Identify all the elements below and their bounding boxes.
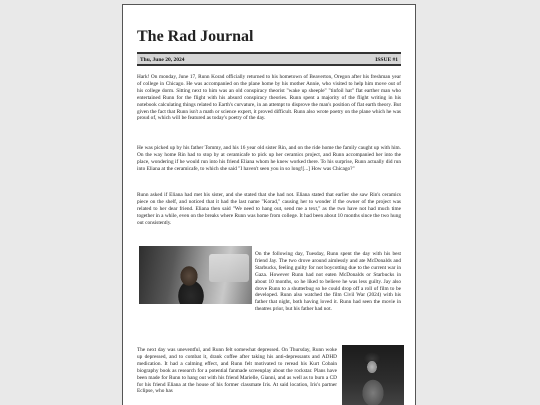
article-paragraph-5: The next day was uneventful, and Runn felt somewhat depressed. On Thursday, Runn woke up depressed, and to combat it, drank coffee after taking his anti-depressants and ADHD medication. It had a calming effect, and Runn felt motivated to reread his Kurt Cobain biography book as research for a potential fanmade screenplay about the rockstar. Plans have been made for Runn to hang out with his friend Marielle, Gianni, and as well as to burn a CD for his friend Eliana at the house of his former classmate Iris. At said location, Iris's partner Eclipse, who has — [137, 347, 337, 395]
issue-date: Thu, June 20, 2024 — [140, 57, 185, 63]
article-paragraph-3: Runn asked if Eliana had met his sister, and she stated that she had not. Eliana stated that earlier she saw Rin's ceramics piece on the shelf, and noticed that it had the last name "Korad," causing her to wonder if the owner of the project was related to her dear friend. Eliana then said "We need to hang out, send me a text," as the two have not had much time together in a while, even on the breaks where Runn was home from college. It had been about 10 months since the two hung out consistently. — [137, 192, 401, 226]
journal-title: The Rad Journal — [137, 28, 254, 45]
journal-page — [122, 4, 416, 405]
issue-bar — [137, 52, 401, 66]
article-paragraph-4: On the following day, Tuesday, Runn spent the day with his best friend Jay. The two drove around aimlessly and ate McDonalds and Starbucks, feeling guilty for not boycotting due to the current war in Gaza. However Runn had not eaten McDonalds or Starbucks in about 10 months, so he liked to believe he was less guilty. Jay also drove Runn to a shutterbug so he could drop off a roll of film to be developed. Runn also watched the film Civil War (2024) with his father that night, both having loved it. Runn had seen the movie in theatres prior, but his father had not. — [255, 251, 401, 313]
article-paragraph-1: Hark! On monday, June 17, Runn Korad officially returned to his hometown of Beaverton, Oregon after his freshman year of college in Chicago. He was accompanied on the plane home by his mother Annie, who visited to help him move out of his college dorm. Sitting next to him was an old conspiracy theorist "wake up sheeple" "tinfoil hat" flat earther man who entertained Runn for the flight with his absurd conspiracy theories. Runn spent a majority of the flight writing in his notebook calculating things related to Earth's curvature, in an attempt to disprove the man's position of flat earth theory. But given the fact that Runn isn't a math or science expert, it proved difficult. Runn also wrote poetry on the plane which he was proud of, which will be featured as today's poetry of the day. — [137, 74, 401, 122]
article-paragraph-2: He was picked up by his father Tommy, and his 16 year old sister Rin, and on the ride home the family caught up with him. On the way home Rin had to stop by at ceramicafe to pick up her ceramics project, and Runn accompanied her into the place, wondering if he would run into his friend Eliana whom he knew worked there. To his surprise, Runn actually did run into Eliana at the ceramicafe, to which she said "I haven't seen you in so long![...] How was Chicago?" — [137, 145, 401, 172]
car-selfie-photo — [139, 246, 252, 304]
portrait-photo — [342, 345, 404, 405]
issue-number: ISSUE #1 — [375, 57, 398, 63]
